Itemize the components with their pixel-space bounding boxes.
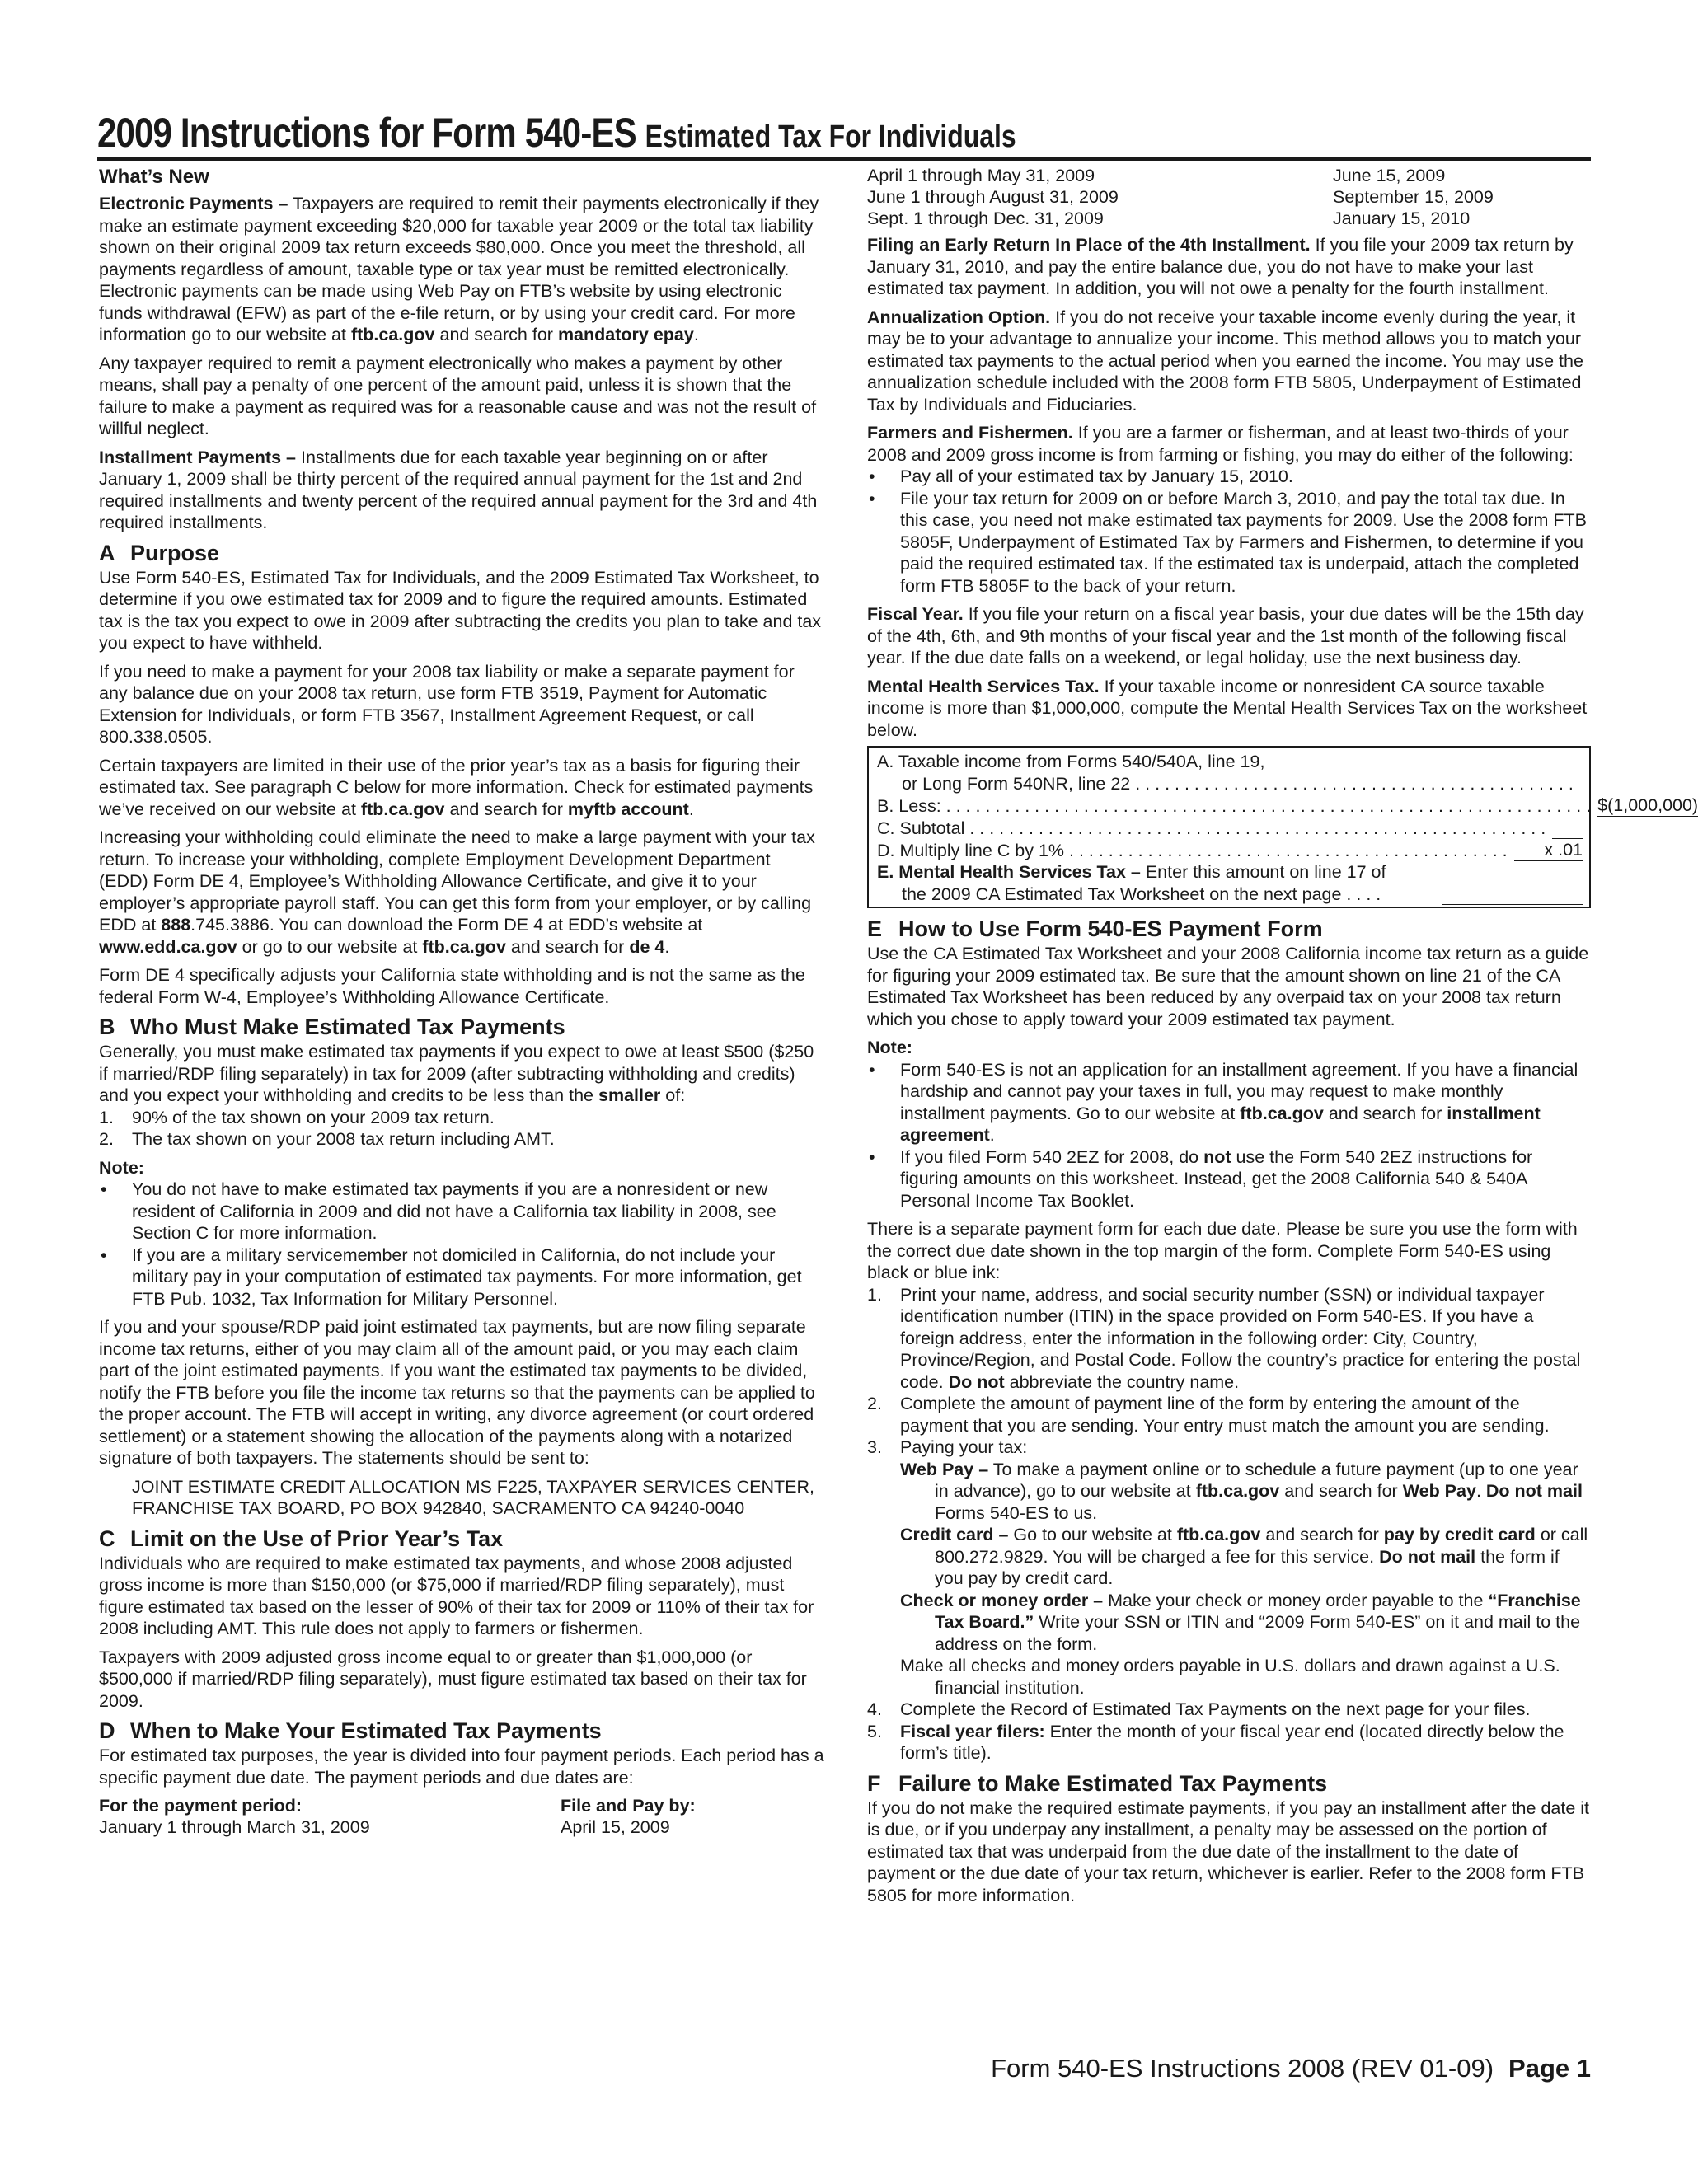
section-d-heading xyxy=(99,1718,824,1743)
worksheet-amount-field[interactable] xyxy=(1552,817,1583,839)
list-number: 2. xyxy=(99,1129,114,1149)
section-c-p1: Individuals who are required to make estimated tax payments, and whose 2008 adjusted gross income is more than $150,000 (or $75,000 if married/RDP filing separately), must figure estimated tax based on the lesser of 90% of their tax for 2009 or 110% of their tax for 2008 including AMT. This rule does not apply to farmers or fishermen. xyxy=(99,1553,814,1638)
text-span: and search for xyxy=(1284,1481,1398,1501)
option-label: Credit card – xyxy=(900,1525,1009,1544)
section-b-p2: If you and your spouse/RDP paid joint estimated tax payments, but are now filing separate income tax returns, either of you may claim all of the amount paid, or you may each claim part of the joint estimated payments. If you want the estimated tax payments to be divided, notify the FTB before you file the income tax returns so that the payments can be applied to the proper account. The FTB will accept in writing, any divorce agreement (or court ordered settlement) or a statement showing the allocation of the payments along with a notarized signature of both taxpayers. The statements should be sent to: xyxy=(99,1317,815,1468)
text-span: If you are a farmer or fisherman, and at least two-thirds of your 2008 and 2009 gross income is from farming or fishing, you may do either of the following: xyxy=(867,423,1574,465)
period-cell: April 1 through May 31, 2009 xyxy=(867,166,1095,185)
section-title: How to Use Form 540-ES Payment Form xyxy=(898,916,1323,941)
annualization-label: Annualization Option. xyxy=(867,307,1051,327)
search-term: mandatory epay xyxy=(557,325,694,344)
early-return-paragraph xyxy=(867,234,1591,300)
text-span: If you file your 2009 tax return by January 31, 2010, and pay the entire balance due, you do not have to make your last estimated tax payment. In addition, you will not owe a penalty for the fourth installment. xyxy=(867,235,1574,298)
section-c-heading xyxy=(99,1526,824,1551)
option-label: Web Pay – xyxy=(900,1459,989,1479)
edd-link[interactable]: www.edd.ca.gov xyxy=(99,936,237,957)
section-a-p1: Use Form 540-ES, Estimated Tax for Individuals, and the 2009 Estimated Tax Worksheet, to determine if you owe estimated tax for 2009 and to figure the required amounts. Estimated tax is the tax you expect to owe in 2009 after subtracting the credits you plan to take and tax you expect to have withheld. xyxy=(99,567,822,653)
due-date-cell: April 15, 2009 xyxy=(561,1817,670,1837)
text-span: Generally, you must make estimated tax payments if you expect to owe at least $500 ($250 if married/RDP filing separately) in tax for 2009 (after subtracting withholding and credits) and you expect your withholding and credits to be less than the xyxy=(99,1042,814,1105)
text-span: If you do not receive your taxable income evenly during the year, it may be to your advantage to annualize your income. This method allows you to match your estimated tax payments to the actual period when you earned the income. You may use the annualization schedule included with the 2008 form FTB 5805, Underpayment of Estimated Tax by Individuals and Fiduciaries. xyxy=(867,307,1583,415)
worksheet-text: D. Multiply line C by 1% . . . . . . . . . . . . . . . . . . . . . . . . . . . . . . . . . . . . . . . . . . . . . xyxy=(877,841,1508,860)
emphasis: Fiscal year filers: xyxy=(900,1721,1045,1741)
section-b-heading xyxy=(99,1015,824,1039)
list-item xyxy=(867,1721,1591,1765)
list-item xyxy=(867,1699,1591,1721)
section-letter: F xyxy=(867,1770,881,1796)
worksheet-text: or Long Form 540NR, line 22 . . . . . . . . . . . . . . . . . . . . . . . . . . . . . . . . . . . . . . . . . . . . . xyxy=(902,774,1574,794)
search-term: myftb account xyxy=(567,799,689,819)
section-letter: C xyxy=(99,1526,115,1551)
payment-periods-table xyxy=(99,1795,824,1838)
period-cell: January 1 through March 31, 2009 xyxy=(99,1817,370,1837)
list-text: 90% of the tax shown on your 2009 tax return. xyxy=(132,1107,495,1127)
emphasis: not xyxy=(1203,1146,1231,1167)
section-b-notes xyxy=(99,1179,824,1310)
text-span: .745.3886. You can download the Form DE 4 at EDD’s website at xyxy=(190,915,703,935)
text-span: or go to our website at xyxy=(242,936,418,957)
search-term: de 4 xyxy=(629,936,665,957)
list-item xyxy=(867,1436,1591,1699)
section-title: When to Make Your Estimated Tax Payments xyxy=(130,1718,602,1743)
emphasis: Do not mail xyxy=(1485,1481,1583,1501)
ftb-link[interactable]: ftb.ca.gov xyxy=(1195,1481,1280,1501)
note-label: Note: xyxy=(867,1038,912,1057)
worksheet-text: B. Less: . . . . . . . . . . . . . . . . . . . . . . . . . . . . . . . . . . . . . . . . . . . . . . . . . . . . . . . . . . . . . . . . . . xyxy=(877,796,1592,816)
list-item xyxy=(99,1107,824,1129)
section-title: Purpose xyxy=(130,540,220,565)
worksheet-amount: x .01 xyxy=(1514,839,1583,861)
electronic-payments-text: Taxpayers are required to remit their payments electronically if they make an estimate payment exceeding $20,000 for taxable year 2009 or the total tax liability shown on their original 2009 tax return exceeds $80,000. Once you meet the threshold, all payments regardless of amount, taxable type or tax year must be remitted electronically. Electronic payments can be made using Web Pay on FTB’s website by using electronic funds withdrawal (EFW) as part of the e-file return, or by using your credit card. For more information go to our website at xyxy=(99,194,819,344)
worksheet-line-e-cont xyxy=(877,883,1583,905)
section-letter: D xyxy=(99,1718,115,1743)
text-span: If you file your return on a fiscal year basis, your due dates will be the 15th day of the 4th, 6th, and 9th months of your fiscal year and the 1st month of the following fiscal year. If the due date falls on a weekend, or legal holiday, use the next business day. xyxy=(867,604,1584,668)
text-span: use the Form 540 2EZ instructions for figuring amounts on this worksheet. Instead, get the 2008 California 540 & 540A Personal Income Tax Booklet. xyxy=(900,1146,1533,1211)
fiscal-year-label: Fiscal Year. xyxy=(867,604,964,624)
farmers-label: Farmers and Fishermen. xyxy=(867,423,1073,443)
left-column xyxy=(99,165,824,1843)
penalty-paragraph: Any taxpayer required to remit a payment electronically who makes a payment by other means, shall pay a penalty of one percent of the amount paid, unless it is shown that the failure to make a payment as required was for a reasonable cause and was not the result of willful neglect. xyxy=(99,353,817,438)
list-item xyxy=(99,1128,824,1151)
section-e-p1: Use the CA Estimated Tax Worksheet and your 2008 California income tax return as a guide for figuring your 2009 estimated tax. Be sure that the amount shown on line 21 of the CA Estimated Tax Worksheet has been reduced by any overpaid tax on your 2008 tax return which you chose to apply toward your 2009 estimated tax payment. xyxy=(867,944,1589,1029)
option-label: Check or money order – xyxy=(900,1590,1104,1610)
payment-periods-table-continued xyxy=(867,165,1591,229)
worksheet-line-e xyxy=(877,861,1583,883)
section-e-heading xyxy=(867,916,1591,941)
section-e-steps xyxy=(867,1284,1591,1765)
page-title xyxy=(97,109,1016,157)
due-date-cell: September 15, 2009 xyxy=(1333,187,1494,207)
list-item: • File your tax return for 2009 on or before March 3, 2010, and pay the total tax due. In this case, you need not make estimated tax payments for 2009. Use the 2008 form FTB 5805F, Underpayment of Estimated Tax by Farmers and Fishermen, to determine if you paid the required estimated tax. If the estimated tax is underpaid, attach the completed form FTB 5805F to the back of your return. xyxy=(867,488,1591,598)
section-b-list xyxy=(99,1107,824,1151)
page-footer xyxy=(824,2052,1591,2088)
section-a-p5: Form DE 4 specifically adjusts your California state withholding and is not the same as the federal Form W-4, Employee’s Withholding Allowance Certificate. xyxy=(99,965,805,1007)
annualization-paragraph xyxy=(867,307,1591,416)
text-span: Complete the amount of payment line of the form by entering the amount of the payment that you are sending. Your entry must match the amount you are sending. xyxy=(900,1394,1550,1436)
text-span: If your taxable income or nonresident CA source taxable income is more than $1,000,000, compute the Mental Health Services Tax on the worksheet below. xyxy=(867,676,1588,740)
ftb-link[interactable]: ftb.ca.gov xyxy=(1176,1525,1261,1544)
due-date-cell: January 15, 2010 xyxy=(1333,209,1471,228)
table-row xyxy=(867,186,1591,208)
farmers-paragraph xyxy=(867,422,1591,466)
list-item xyxy=(867,1284,1591,1394)
section-letter: A xyxy=(99,540,115,565)
worksheet-text: Enter this amount on line 17 of xyxy=(1145,862,1386,882)
note-label: Note: xyxy=(99,1157,144,1178)
section-a-p3: Certain taxpayers are limited in their use of the prior year’s tax as a basis for figuring their estimated tax. See paragraph C below for more information. Check for estimated payments we’ve received on our website at ftb.ca.gov and search for myftb account. xyxy=(99,755,814,819)
list-number: 3. xyxy=(867,1437,882,1457)
check-option xyxy=(900,1590,1591,1656)
list-number: 5. xyxy=(867,1721,882,1741)
due-date-cell: June 15, 2009 xyxy=(1333,166,1446,185)
text-span: the form if you pay by credit card. xyxy=(935,1546,1560,1588)
ftb-link[interactable]: ftb.ca.gov xyxy=(350,325,435,344)
section-f-p1: If you do not make the required estimate payments, if you pay an installment after the date it is due, or if you underpay any installment, a penalty may be assessed on the portion of estimated tax that was underpaid from the due date of the installment to the date of payment or the due date of your tax return, whichever is earlier. Refer to the 2008 form FTB 5805 for more information. xyxy=(867,1797,1590,1905)
section-title: Who Must Make Estimated Tax Payments xyxy=(130,1015,565,1039)
worksheet-amount: $(1,000,000) xyxy=(1597,795,1698,815)
electronic-payments-paragraph: Electronic Payments – Taxpayers are required to remit their payments electronically if they make an estimate payment exceeding $20,000 for taxable year 2009 or the total tax liability shown on their original 2009 tax return exceeds $80,000. Once you meet the threshold, all payments regardless of amount, taxable type or tax year must be remitted electronically. Electronic payments can be made using Web Pay on FTB’s website by using electronic funds withdrawal (EFW) as part of the e-file return, or by using your credit card. For more information go to our website at ftb.ca.gov and search for mandatory epay. xyxy=(99,194,819,344)
list-item: • If you are a military servicemember not domiciled in California, do not include your military pay in your computation of estimated tax payments. For more information, get FTB Pub. 1032, Tax Information for Military Personnel. xyxy=(99,1244,824,1310)
ftb-link[interactable]: ftb.ca.gov xyxy=(1240,1103,1324,1123)
emphasis: “Franchise Tax Board.” xyxy=(935,1590,1581,1632)
text-span: Form 540-ES is not an application for an installment agreement. If you have a financial hardship and cannot pay your taxes in full, you may request to make monthly installment payments. Go to our website at xyxy=(900,1059,1578,1123)
section-a-p2: If you need to make a payment for your 2008 tax liability or make a separate payment for any balance due on your 2008 tax return, use form FTB 3519, Payment for Automatic Extension for Individuals, or form FTB 3567, Installment Agreement Request, or call 800.338.0505. xyxy=(99,661,795,747)
whats-new-heading: What’s New xyxy=(99,166,209,188)
list-number: 4. xyxy=(867,1699,882,1719)
text-span: and search for xyxy=(510,936,625,957)
list-number: 1. xyxy=(867,1284,882,1305)
text-span: To make a payment online or to schedule a future payment (up to one year in advance), go to our website at xyxy=(935,1459,1578,1501)
mhs-paragraph xyxy=(867,676,1591,742)
section-a-p4: Increasing your withholding could eliminate the need to make a large payment with your tax return. To increase your withholding, complete Employment Development Department (EDD) Form DE 4, Employee’s Withholding Allowance Certificate, and give it to your employer’s appropriate payroll staff. You can get this form from your employer, or by calling EDD at 888.745.3886. You can download the Form DE 4 at EDD’s website at www.edd.ca.gov or go to our website at ftb.ca.gov and search for de 4. xyxy=(99,827,815,957)
mhs-label: Mental Health Services Tax. xyxy=(867,676,1100,696)
emphasis: Do not xyxy=(948,1371,1005,1392)
web-pay-option: Web Pay – To make a payment online or to schedule a future payment (up to one year in advance), go to our website at ftb.ca.gov and search for Web Pay. Do not mail Forms 540-ES to us. xyxy=(900,1459,1583,1523)
ftb-link[interactable]: ftb.ca.gov xyxy=(360,799,445,819)
text-span: Increasing your withholding could eliminate the need to make a large payment with your tax return. To increase your withholding, complete Employment Development Department (EDD) Form DE 4, Employee’s Withholding Allowance Certificate, and give it to your employer’s appropriate payroll staff. You can get this form from your employer, or by calling EDD at xyxy=(99,827,815,935)
list-text: The tax shown on your 2008 tax return including AMT. xyxy=(132,1129,555,1149)
list-item xyxy=(867,1393,1591,1436)
section-letter: B xyxy=(99,1015,115,1039)
text-span: of: xyxy=(665,1085,686,1105)
page-number: Page 1 xyxy=(1508,2054,1591,2083)
mailing-address: JOINT ESTIMATE CREDIT ALLOCATION MS F225, TAXPAYER SERVICES CENTER, FRANCHISE TAX BOARD, PO BOX 942840, SACRAMENTO CA 94240-0040 xyxy=(132,1476,814,1518)
search-term: pay by credit card xyxy=(1383,1525,1536,1544)
text-span: and search for xyxy=(439,325,553,344)
ftb-link[interactable]: ftb.ca.gov xyxy=(422,936,506,957)
table-row xyxy=(867,165,1591,186)
section-b-p1 xyxy=(99,1041,824,1107)
worksheet-line-d xyxy=(877,839,1583,861)
worksheet-line-b xyxy=(877,794,1698,817)
text-span: and search for xyxy=(449,799,563,819)
period-cell: June 1 through August 31, 2009 xyxy=(867,187,1119,207)
list-item xyxy=(867,1146,1591,1212)
worksheet-text: C. Subtotal . . . . . . . . . . . . . . . . . . . . . . . . . . . . . . . . . . . . . . . . . . . . . . . . . . . . . . . . . . . xyxy=(877,818,1546,838)
text-span: Write your SSN or ITIN and “2009 Form 540-ES” on it and mail to the address on the form. xyxy=(935,1612,1581,1654)
credit-card-option xyxy=(900,1524,1591,1590)
mhs-worksheet xyxy=(867,746,1698,908)
list-item: • You do not have to make estimated tax payments if you are a nonresident or new resident of California in 2009 and did not have a California tax liability in 2008, see Section C for more information. xyxy=(99,1179,824,1244)
list-number: 1. xyxy=(99,1107,114,1127)
section-title: Failure to Make Estimated Tax Payments xyxy=(898,1770,1328,1796)
emphasis: Do not mail xyxy=(1379,1546,1476,1567)
footer-form-id: Form 540-ES Instructions 2008 (REV 01-09) xyxy=(991,2054,1494,2083)
title-row xyxy=(97,97,1591,157)
worksheet-line-c xyxy=(877,817,1583,839)
text-span: Certain taxpayers are limited in their use of the prior year’s tax as a basis for figuring their estimated tax. See paragraph C below for more information. Check for estimated payments we’ve received on our website at xyxy=(99,755,814,819)
text-span: Go to our website at xyxy=(1013,1525,1172,1544)
title-divider xyxy=(97,157,1591,161)
farmers-options xyxy=(867,466,1591,597)
column-header: For the payment period: xyxy=(99,1796,303,1816)
worksheet-text: the 2009 CA Estimated Tax Worksheet on the next page . . . . xyxy=(902,884,1381,904)
list-number: 2. xyxy=(867,1394,882,1413)
period-cell: Sept. 1 through Dec. 31, 2009 xyxy=(867,209,1104,228)
section-d-p1: For estimated tax purposes, the year is divided into four payment periods. Each period has a specific payment due date. The payment periods and due dates are: xyxy=(99,1746,824,1788)
section-a-heading xyxy=(99,541,824,565)
section-title: Limit on the Use of Prior Year’s Tax xyxy=(130,1526,504,1551)
emphasis: smaller xyxy=(598,1085,661,1105)
installment-text: Installments due for each taxable year beginning on or after January 1, 2009 shall be thirty percent of the required annual payment for the 1st and 2nd required installments and twenty percent of the required annual payment for the 3rd and 4th required installments. xyxy=(99,447,818,532)
table-row xyxy=(867,208,1591,229)
text-span: Print your name, address, and social security number (SSN) or individual taxpayer identification number (ITIN) in the space provided on Form 540-ES. If you have a foreign address, enter the information in the following order: City, Country, Province/Region, and Postal Code. Follow the country’s practice for entering the postal code. xyxy=(900,1284,1581,1392)
worksheet-amount-field[interactable] xyxy=(1442,883,1583,905)
search-term: Web Pay xyxy=(1402,1481,1476,1501)
worksheet-label: E. Mental Health Services Tax – xyxy=(877,862,1141,882)
text-span: Make your check or money order payable to the xyxy=(1108,1590,1484,1610)
section-c-p2: Taxpayers with 2009 adjusted gross income equal to or greater than $1,000,000 (or $500,000 if married/RDP filing separately), must figure estimated tax based on their tax for 2009. xyxy=(99,1647,807,1711)
search-term: installment agreement xyxy=(900,1103,1541,1145)
table-row xyxy=(99,1816,824,1838)
section-f-heading xyxy=(867,1771,1591,1796)
payment-currency-note: Make all checks and money orders payable in U.S. dollars and drawn against a U.S. financial institution. xyxy=(900,1656,1560,1698)
early-return-label: Filing an Early Return In Place of the 4th Installment. xyxy=(867,235,1311,255)
text-span: Forms 540-ES to us. xyxy=(935,1502,1098,1523)
page-title-sub: Estimated Tax For Individuals xyxy=(645,120,1016,154)
installment-paragraph xyxy=(99,447,824,534)
column-header: File and Pay by: xyxy=(561,1796,696,1816)
list-item: • Form 540-ES is not an application for an installment agreement. If you have a financial hardship and cannot pay your taxes in full, you may request to make monthly installment payments. Go to our website at ftb.ca.gov and search for installment agreement. xyxy=(867,1059,1591,1146)
text-span: If you filed Form 540 2EZ for 2008, do xyxy=(900,1146,1199,1167)
section-letter: E xyxy=(867,916,883,941)
text-span: Paying your tax: xyxy=(900,1437,1028,1457)
text-span: Enter the month of your fiscal year end (located directly below the form’s title). xyxy=(900,1721,1564,1763)
text-span: abbreviate the country name. xyxy=(1009,1371,1240,1392)
right-column xyxy=(867,165,1698,1913)
electronic-payments-label: Electronic Payments – xyxy=(99,194,288,213)
phone-prefix: 888 xyxy=(161,915,191,935)
installment-label: Installment Payments – xyxy=(99,447,296,467)
text-span: Complete the Record of Estimated Tax Payments on the next page for your files. xyxy=(900,1699,1531,1719)
table-header-row xyxy=(99,1795,824,1816)
section-e-notes xyxy=(867,1059,1591,1212)
page-title-main: 2009 Instructions for Form 540-ES xyxy=(97,110,636,156)
text-span: and search for xyxy=(1328,1103,1442,1123)
worksheet-line-a-cont xyxy=(877,772,1583,794)
worksheet-amount-field[interactable] xyxy=(1580,772,1585,794)
section-e-p2: There is a separate payment form for each due date. Please be sure you use the form with the correct due date shown in the top margin of the form. Complete Form 540-ES using black or blue ink: xyxy=(867,1219,1578,1282)
text-span: and search for xyxy=(1265,1525,1379,1544)
text-span: or call 800.272.9829. You will be charged a fee for this service. xyxy=(935,1525,1588,1567)
worksheet-line-a: A. Taxable income from Forms 540/540A, line 19, xyxy=(877,752,1265,771)
list-item: • Pay all of your estimated tax by January 15, 2010. xyxy=(867,466,1591,488)
fiscal-year-paragraph xyxy=(867,603,1591,669)
